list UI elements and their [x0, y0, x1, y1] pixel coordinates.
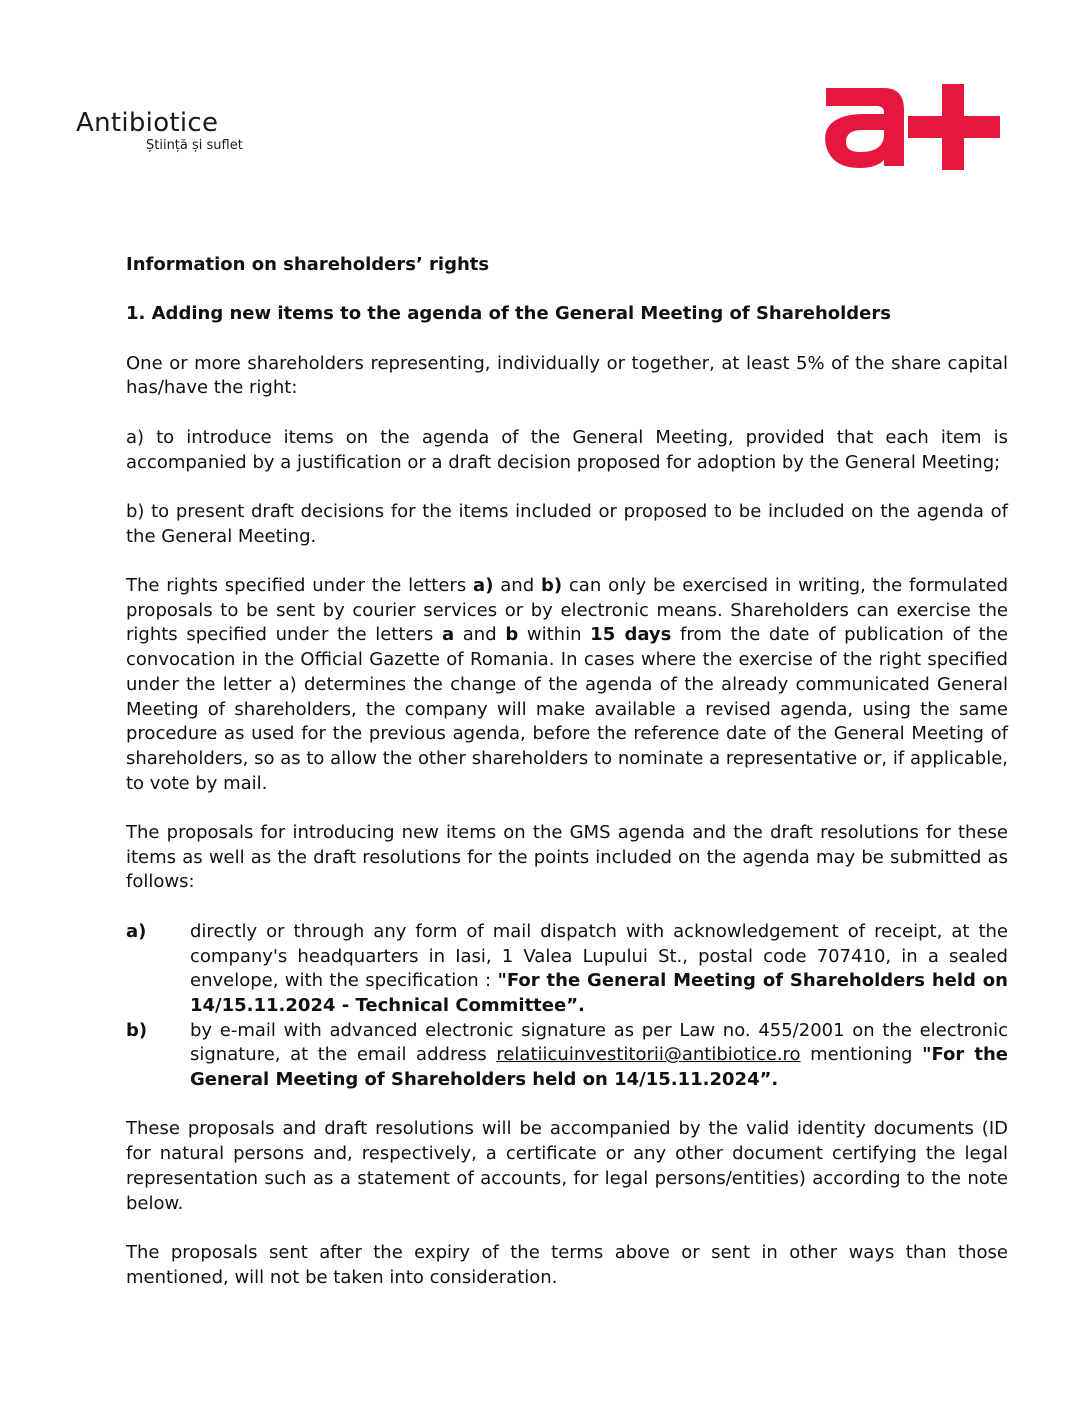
text-span: by e-mail with advanced electronic signature as per Law no. 455/2001 on the electronic signature, at the email address — [190, 1019, 1008, 1066]
brand-tagline: Știință și suflet — [146, 138, 243, 153]
logo-a-shape — [825, 88, 904, 168]
brand-name: Antibiotice — [76, 108, 219, 138]
list-item-text — [190, 1019, 1008, 1093]
bold-span: b — [505, 624, 519, 646]
paragraph-late-proposals: The proposals sent after the expiry of the terms above or sent in other ways than those mentioned, will not be taken into consideration. — [126, 1241, 1008, 1288]
submission-methods-list — [126, 920, 1008, 1093]
paragraph-shareholders-right: One or more shareholders representing, individually or together, at least 5% of the share capital has/have the right: — [126, 352, 1008, 399]
text-span: and — [493, 575, 541, 597]
text-span: can only be exercised in writing, the formulated proposals to be sent by courier services or by electronic means. Shareholders can exercise the rights specified under the letters — [126, 575, 1008, 646]
bold-span: "For the General Meeting of Shareholders held on 14/15.11.2024”. — [190, 1044, 1008, 1091]
bold-span: 15 days — [590, 624, 672, 646]
text-span: from the date of publication of the convocation in the Official Gazette of Romania. In cases where the exercise of the right specified under the letter a) determines the change of the agenda of the already communicated General Meeting of shareholders, the company will make available a revised agenda, using the same procedure as used for the previous agenda, before the reference date of the General Meeting of shareholders, so as to allow the other shareholders to nominate a representative or, if applicable, to vote by mail. — [126, 624, 1009, 794]
list-item-text — [190, 920, 1008, 1019]
paragraph-right-a: a) to introduce items on the agenda of the General Meeting, provided that each item is accompanied by a justification or a draft decision proposed for adoption by the General Meeting; — [126, 426, 1008, 473]
paragraph-proposals-submission: The proposals for introducing new items on the GMS agenda and the draft resolutions for these items as well as the draft resolutions for the points included on the agenda may be submitted as follows: — [126, 822, 1008, 893]
text-span: within — [518, 624, 591, 646]
list-item — [126, 920, 1008, 1019]
text-span: directly or through any form of mail dispatch with acknowledgement of receipt, at the company's headquarters in Iasi, 1 Valea Lupului St., postal code 707410, in a sealed envelope, with the specification : — [190, 920, 1008, 992]
list-marker: a) — [126, 920, 147, 942]
text-span: and — [454, 624, 506, 646]
text-span: mentioning — [800, 1044, 923, 1066]
bold-span: a — [441, 624, 455, 646]
a-plus-logo-icon — [822, 84, 1000, 170]
paragraph-right-b: b) to present draft decisions for the items included or proposed to be included on the agenda of the General Meeting. — [126, 500, 1008, 547]
bold-span: "For the General Meeting of Shareholders held on 14/15.11.2024 - Technical Committee”. — [190, 970, 1008, 1016]
paragraph-identity-documents: These proposals and draft resolutions will be accompanied by the valid identity documents (ID for natural persons and, respectively, a certificate or any other document certifying the legal representation such as a statement of accounts, for legal persons/entities) according to the note below. — [126, 1118, 1008, 1214]
bold-span: a) — [473, 575, 494, 597]
bold-span: b) — [540, 575, 563, 597]
list-marker: b) — [126, 1019, 148, 1041]
document-title: Information on shareholders’ rights — [126, 254, 490, 275]
document-body — [126, 253, 1008, 1290]
antibiotice-logo — [76, 108, 266, 154]
logo-plus-horizontal — [908, 116, 1000, 138]
email-link[interactable]: relatiicuinvestitorii@antibiotice.ro — [496, 1044, 801, 1066]
list-item — [126, 1019, 1008, 1093]
paragraph-exercise-rights — [126, 574, 1008, 796]
section-heading: 1. Adding new items to the agenda of the General Meeting of Shareholders — [126, 303, 891, 325]
text-span: The rights specified under the letters — [126, 575, 474, 597]
